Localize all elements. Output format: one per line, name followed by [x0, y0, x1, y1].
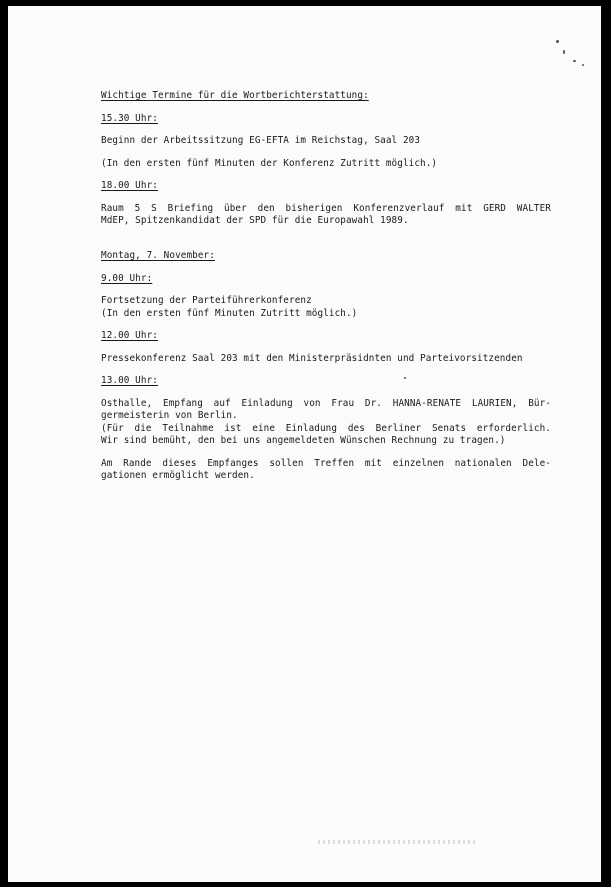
time-1800: 18.00 Uhr: [101, 180, 158, 191]
text-line: Am Rande dieses Empfanges sollen Treffen mit einzelnen nationalen Dele- [101, 457, 551, 469]
scan-speck [563, 50, 565, 54]
text-line: (In den ersten fünf Minuten der Konferenz Zutritt möglich.) [101, 157, 438, 169]
document-heading: Wichtige Termine für die Wortberichterstattung: [101, 90, 369, 101]
text-line: Beginn der Arbeitssitzung EG-EFTA im Reichstag, Saal 203 [101, 135, 421, 146]
text-line: (In den ersten fünf Minuten Zutritt möglich.) [101, 307, 358, 319]
time-1530: 15.30 Uhr: [101, 112, 158, 124]
text-line: gationen ermöglicht werden. [101, 470, 255, 481]
text-line: (Für die Teilnahme ist eine Einladung des Berliner Senats erforderlich. [101, 422, 551, 434]
scan-speck [582, 64, 584, 66]
scan-speck [556, 40, 559, 43]
document-body [101, 90, 551, 483]
time-1300: 13.00 Uhr: [101, 375, 158, 386]
text-line: Fortsetzung der Parteiführerkonferenz [101, 295, 312, 306]
document-page [8, 6, 601, 882]
day-heading: Montag, 7. November: [101, 250, 215, 261]
text-line: Pressekonferenz Saal 203 mit den Ministerpräsidnten und Parteivorsitzenden [101, 352, 523, 364]
scan-noise [318, 840, 478, 844]
text-line: MdEP, Spitzenkandidat der SPD für die Europawahl 1989. [101, 215, 409, 226]
time-1200: 12.00 Uhr: [101, 330, 158, 341]
text-line: Osthalle, Empfang auf Einladung von Frau Dr. HANNA-RENATE LAURIEN, Bür- [101, 397, 551, 409]
text-line: germeisterin von Berlin. [101, 410, 238, 421]
scan-speck [404, 377, 406, 379]
text-line: Raum 5 S Briefing über den bisherigen Konferenzverlauf mit GERD WALTER [101, 202, 551, 214]
scan-speck [573, 60, 576, 62]
time-900: 9.00 Uhr: [101, 272, 153, 284]
text-line: Wir sind bemüht, den bei uns angemeldeten Wünschen Rechnung zu tragen.) [101, 435, 506, 446]
